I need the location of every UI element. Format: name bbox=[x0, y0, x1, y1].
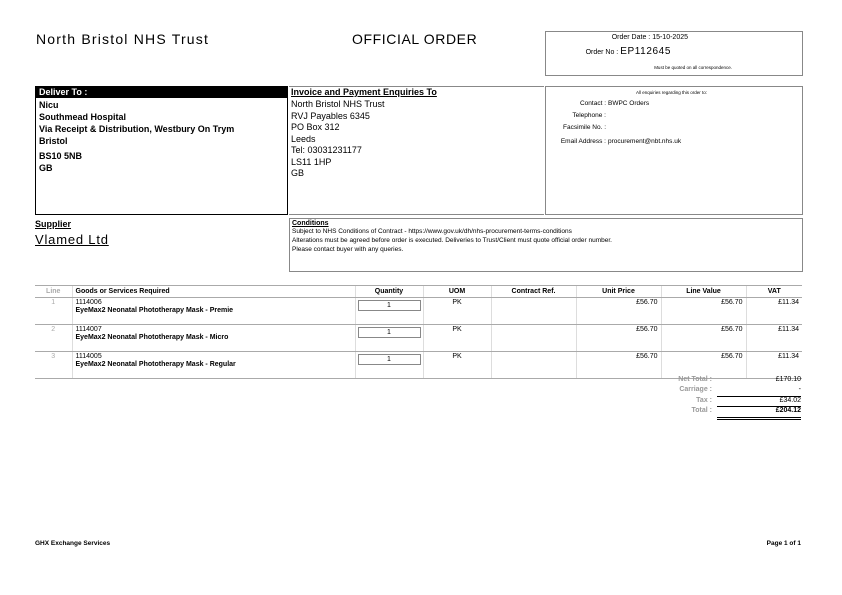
unit-price-cell: £56.70 bbox=[576, 352, 661, 379]
item-description: EyeMax2 Neonatal Phototherapy Mask - Regular bbox=[75, 361, 236, 368]
invoice-heading: Invoice and Payment Enquiries To bbox=[291, 87, 437, 97]
order-no-label: Order No : bbox=[585, 49, 619, 56]
vat-cell: £11.34 bbox=[746, 325, 802, 352]
order-date-label: Order Date : bbox=[611, 34, 651, 41]
item-description: EyeMax2 Neonatal Phototherapy Mask - Premie bbox=[75, 307, 234, 314]
col-header-quantity: Quantity bbox=[355, 286, 423, 298]
carriage-label: Carriage : bbox=[679, 386, 712, 393]
table-row bbox=[35, 298, 802, 325]
deliver-to-heading: Deliver To : bbox=[36, 87, 287, 98]
item-code: 1114005 bbox=[75, 353, 102, 360]
invoice-line: North Bristol NHS Trust bbox=[291, 99, 385, 109]
table-header-row bbox=[35, 286, 802, 298]
invoice-address bbox=[289, 98, 544, 181]
carriage-value: - bbox=[798, 386, 801, 393]
footer-provider: GHX Exchange Services bbox=[35, 540, 111, 547]
deliver-line: Southmead Hospital bbox=[39, 112, 127, 122]
order-date-row bbox=[612, 34, 688, 41]
vat-cell: £11.34 bbox=[746, 298, 802, 325]
line-number: 3 bbox=[35, 352, 72, 379]
supplier-label: Supplier bbox=[35, 219, 72, 229]
deliver-country: GB bbox=[39, 163, 53, 173]
document-title: OFFICIAL ORDER bbox=[352, 31, 478, 47]
totals-divider bbox=[717, 417, 801, 418]
col-header-contract: Contract Ref. bbox=[491, 286, 576, 298]
trust-name: North Bristol NHS Trust bbox=[36, 31, 210, 47]
page-number: Page 1 of 1 bbox=[766, 540, 801, 547]
item-code: 1114006 bbox=[75, 299, 102, 306]
total-row bbox=[600, 406, 802, 416]
quantity-cell bbox=[355, 325, 423, 352]
order-date-value: 15-10-2025 bbox=[652, 34, 688, 41]
deliver-line: Via Receipt & Distribution, Westbury On Trym bbox=[39, 124, 235, 134]
net-total-label: Net Total : bbox=[678, 376, 712, 383]
order-note: Must be quoted on all correspondence. bbox=[654, 65, 732, 70]
tax-label: Tax : bbox=[696, 397, 712, 404]
item-code: 1114007 bbox=[75, 326, 102, 333]
item-description: EyeMax2 Neonatal Phototherapy Mask - Micro bbox=[75, 334, 229, 341]
table-row bbox=[35, 325, 802, 352]
line-value-cell: £56.70 bbox=[661, 325, 746, 352]
line-value-cell: £56.70 bbox=[661, 298, 746, 325]
supplier-name: Vlamed Ltd bbox=[35, 232, 109, 247]
total-label: Total : bbox=[691, 407, 712, 414]
quantity-value: 1 bbox=[358, 327, 421, 338]
invoice-line: Tel: 03031231177 bbox=[291, 145, 362, 155]
contact-label: Contact : bbox=[579, 100, 606, 107]
quantity-value: 1 bbox=[358, 354, 421, 365]
goods-cell bbox=[72, 325, 355, 352]
enquiries-note: All enquiries regarding this order to: bbox=[635, 90, 707, 95]
col-header-line: Line bbox=[35, 286, 72, 298]
fax-label: Facsimile No. : bbox=[563, 124, 606, 131]
unit-price-cell: £56.70 bbox=[576, 298, 661, 325]
deliver-postcode: BS10 5NB bbox=[39, 151, 83, 161]
contract-ref-cell bbox=[491, 298, 576, 325]
contract-ref-cell bbox=[491, 325, 576, 352]
uom-cell: PK bbox=[423, 298, 491, 325]
contract-ref-cell bbox=[491, 352, 576, 379]
line-number: 1 bbox=[35, 298, 72, 325]
col-header-uom: UOM bbox=[423, 286, 491, 298]
order-no-row bbox=[586, 46, 671, 57]
invoice-line: Leeds bbox=[291, 133, 316, 144]
invoice-line: PO Box 312 bbox=[291, 122, 340, 132]
quantity-cell bbox=[355, 352, 423, 379]
conditions-box bbox=[289, 218, 803, 272]
invoice-line: GB bbox=[291, 168, 305, 178]
uom-cell: PK bbox=[423, 325, 491, 352]
conditions-line: Subject to NHS Conditions of Contract - https://www.gov.uk/dh/nhs-procurement-terms-conditions bbox=[292, 228, 572, 235]
col-header-vat: VAT bbox=[746, 286, 802, 298]
tax-value: £34.02 bbox=[779, 397, 801, 404]
conditions-heading: Conditions bbox=[292, 220, 329, 227]
deliver-address bbox=[36, 98, 287, 175]
col-header-goods: Goods or Services Required bbox=[72, 286, 355, 298]
net-total-row bbox=[600, 375, 802, 385]
deliver-line: Nicu bbox=[39, 100, 59, 110]
goods-cell bbox=[72, 298, 355, 325]
deliver-line: Bristol bbox=[39, 136, 68, 146]
total-value: £204.12 bbox=[775, 407, 801, 414]
order-items-table bbox=[35, 285, 802, 379]
carriage-row bbox=[600, 385, 802, 395]
conditions-line: Please contact buyer with any queries. bbox=[292, 246, 404, 253]
totals-divider bbox=[717, 419, 801, 420]
invoice-line: LS11 1HP bbox=[291, 156, 332, 167]
col-header-line-value: Line Value bbox=[661, 286, 746, 298]
invoice-line: RVJ Payables 6345 bbox=[291, 110, 370, 121]
vat-cell: £11.34 bbox=[746, 352, 802, 379]
quantity-cell bbox=[355, 298, 423, 325]
quantity-value: 1 bbox=[358, 300, 421, 311]
deliver-to-box bbox=[35, 86, 288, 215]
goods-cell bbox=[72, 352, 355, 379]
line-number: 2 bbox=[35, 325, 72, 352]
net-total-value: £170.10 bbox=[775, 376, 801, 383]
line-value-cell: £56.70 bbox=[661, 352, 746, 379]
email-label: Email Address : bbox=[560, 138, 606, 145]
conditions-line: Alterations must be agreed before order is executed. Deliveries to Trust/Client must quote official order number. bbox=[292, 237, 612, 244]
tax-row bbox=[600, 396, 802, 406]
order-info-box bbox=[545, 31, 803, 76]
unit-price-cell: £56.70 bbox=[576, 325, 661, 352]
invoice-box bbox=[289, 86, 544, 215]
email-value: procurement@nbt.nhs.uk bbox=[608, 138, 682, 145]
contact-value: BWPC Orders bbox=[608, 100, 650, 107]
uom-cell: PK bbox=[423, 352, 491, 379]
enquiries-box bbox=[545, 86, 803, 215]
order-no-value: EP112645 bbox=[620, 46, 671, 57]
col-header-unit-price: Unit Price bbox=[576, 286, 661, 298]
telephone-label: Telephone : bbox=[572, 112, 606, 119]
